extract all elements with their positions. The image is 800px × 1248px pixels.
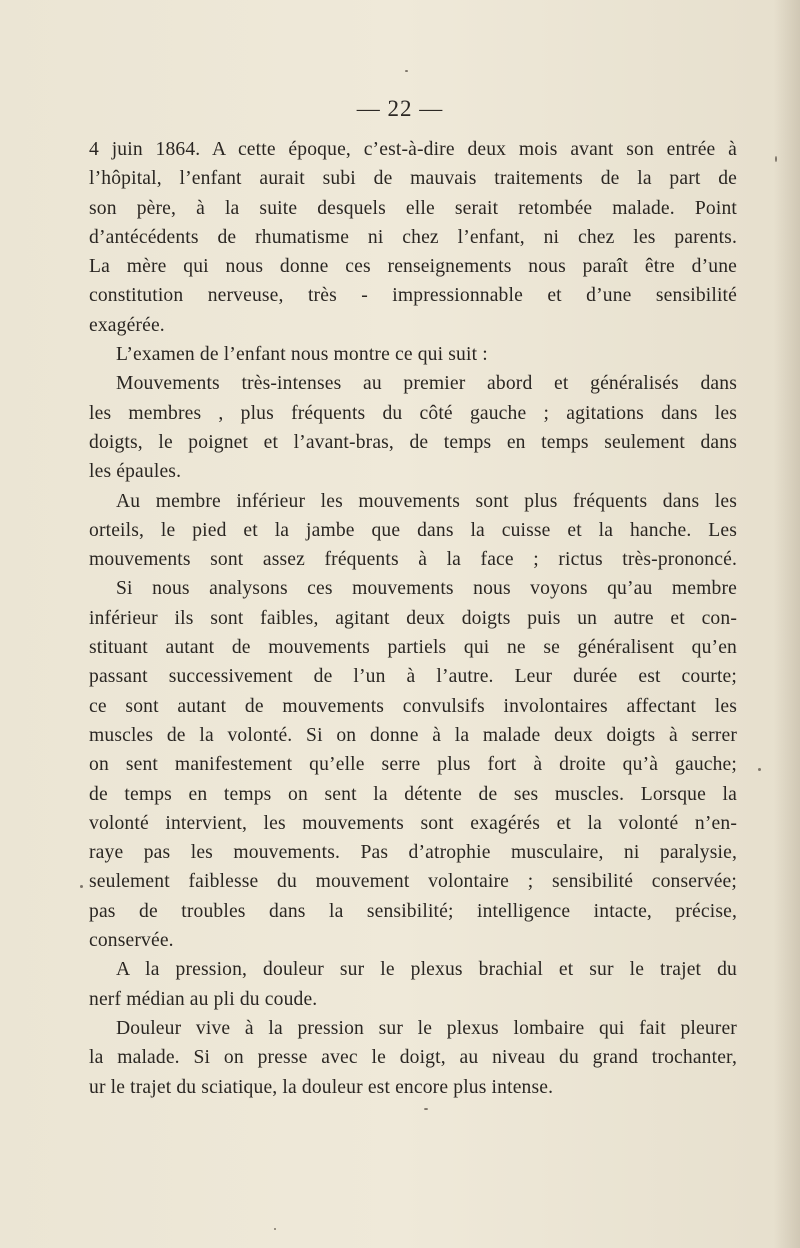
text-line: mouvements sont assez fréquents à la face ; rictus très-prononcé. <box>89 549 737 571</box>
text-line: ce sont autant de mouvements convulsifs involontaires affectant les <box>89 695 737 717</box>
text-line: ur le trajet du sciatique, la douleur est encore plus intense. <box>89 1076 554 1098</box>
text-line: inférieur ils sont faibles, agitant deux doigts puis un autre et con- <box>89 607 737 629</box>
text-line: passant successivement de l’un à l’autre. Leur durée est courte; <box>89 666 737 688</box>
text-line: exagérée. <box>89 314 165 336</box>
text-line: Douleur vive à la pression sur le plexus lombaire qui fait pleurer <box>116 1017 737 1039</box>
text-line: doigts, le poignet et l’avant-bras, de temps en temps seulement dans <box>89 431 737 453</box>
text-line: A la pression, douleur sur le plexus brachial et sur le trajet du <box>116 959 737 981</box>
text-line: raye pas les mouvements. Pas d’atrophie musculaire, ni paralysie, <box>89 842 737 864</box>
text-line: les épaules. <box>89 461 182 483</box>
text-line: pas de troubles dans la sensibilité; intelligence intacte, précise, <box>89 900 737 922</box>
paper-speck <box>80 885 83 888</box>
page-edge-shadow <box>774 0 800 1248</box>
text-line: de temps en temps on sent la détente de ses muscles. Lorsque la <box>89 783 737 805</box>
text-line: la malade. Si on presse avec le doigt, au niveau du grand trochanter, <box>89 1047 737 1069</box>
text-line: Si nous analysons ces mouvements nous voyons qu’au membre <box>116 578 737 600</box>
paper-speck <box>758 768 761 771</box>
text-line: les membres , plus fréquents du côté gauche ; agitations dans les <box>89 402 737 424</box>
text-line: l’hôpital, l’enfant aurait subi de mauvais traitements de la part de <box>89 168 737 190</box>
paper-speck <box>775 156 777 162</box>
page-number: — 22 — <box>356 96 444 121</box>
text-line: La mère qui nous donne ces renseignements nous paraît être d’une <box>89 256 737 278</box>
text-line: nerf médian au pli du coude. <box>89 988 318 1010</box>
text-line: volonté intervient, les mouvements sont exagérés et la volonté n’en- <box>89 812 737 834</box>
text-line: Mouvements très-intenses au premier abord et généralisés dans <box>116 373 737 395</box>
text-line: constitution nerveuse, très - impressionnable et d’une sensibilité <box>89 285 737 307</box>
paper-speck <box>274 1228 276 1230</box>
text-line: L’examen de l’enfant nous montre ce qui suit : <box>116 344 488 366</box>
text-line: on sent manifestement qu’elle serre plus fort à droite qu’à gauche; <box>89 754 737 776</box>
text-line: Au membre inférieur les mouvements sont plus fréquents dans les <box>116 490 737 512</box>
text-line: stituant autant de mouvements partiels qui ne se généralisent qu’en <box>89 637 737 659</box>
paper-speck <box>405 70 408 72</box>
text-line: seulement faiblesse du mouvement volontaire ; sensibilité conservée; <box>89 871 737 893</box>
text-line: 4 juin 1864. A cette époque, c’est-à-dire deux mois avant son entrée à <box>89 139 737 160</box>
text-line: son père, à la suite desquels elle serait retombée malade. Point <box>89 197 737 219</box>
text-line: orteils, le pied et la jambe que dans la cuisse et la hanche. Les <box>89 519 737 541</box>
text-line: muscles de la volonté. Si on donne à la malade deux doigts à serrer <box>89 724 737 746</box>
text-line: d’antécédents de rhumatisme ni chez l’enfant, ni chez les parents. <box>89 226 737 248</box>
text-line: conservée. <box>89 930 174 952</box>
paper-speck <box>424 1108 428 1110</box>
body-text <box>89 135 737 1102</box>
